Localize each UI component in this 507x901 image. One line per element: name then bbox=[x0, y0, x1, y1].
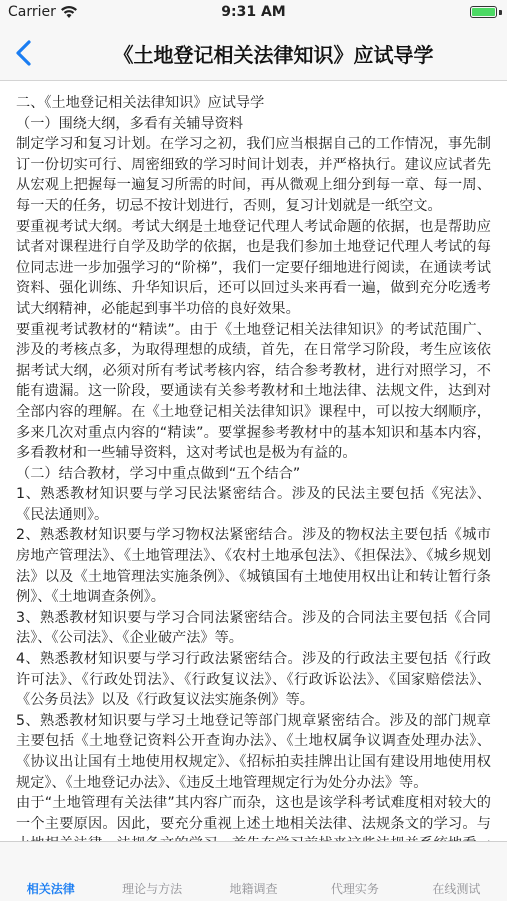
chevron-left-icon bbox=[8, 36, 42, 70]
tab-bar bbox=[0, 841, 507, 901]
battery-cap bbox=[499, 10, 502, 15]
article-content[interactable] bbox=[0, 81, 507, 841]
tab-2[interactable] bbox=[203, 842, 304, 901]
tab-label: 代理实务 bbox=[330, 882, 379, 896]
article-paragraph: 要重视考试大纲。考试大纲是土地登记代理人考试命题的依据，也是帮助应试者对课程进行自学及助学的依据，也是我们参加土地登记代理人考试的每位同志进一步加强学习的“阶梯”，我们一定要仔细地进行阅读，在通读考试资料、强化训练、升华知识后，还可以回过头来再看一遍，做到充分吃透考试大纲精神，必能起到事半功倍的良好效果。 bbox=[16, 218, 491, 317]
tab-label: 相关法律 bbox=[26, 882, 75, 896]
tab-label: 地籍调查 bbox=[229, 882, 278, 896]
tab-label: 理论与方法 bbox=[122, 882, 183, 896]
status-bar bbox=[0, 0, 507, 26]
battery-icon bbox=[470, 6, 497, 18]
tab-1[interactable] bbox=[101, 842, 202, 901]
article-text bbox=[0, 81, 507, 876]
article-paragraph: 2、熟悉教材知识要与学习物权法紧密结合。涉及的物权法主要包括《城市房地产管理法》、《土地管理法》、《农村土地承包法》、《担保法》、《城乡规划法》以及《土地管理法实施条例》、《城镇国有土地使用权出让和转让暂行条例》、《土地调查条例》。 bbox=[16, 527, 491, 606]
tab-3[interactable] bbox=[304, 842, 405, 901]
article-paragraph: 制定学习和复习计划。在学习之初，我们应当根据自己的工作情况，事先制订一份切实可行、周密细致的学习时间计划表，并严格执行。建议应试者先从宏观上把握每一遍复习所需的时间，再从微观上细分到每一章、每一周、每一天的任务，切忌不按计划进行，否则，复习计划就是一纸空文。 bbox=[16, 136, 491, 214]
tab-4[interactable] bbox=[406, 842, 507, 901]
article-paragraph: 由于“土地管理有关法律”其内容广而杂，这也是该学科考试难度相对较大的一个主要原因。因此，要充分重视上述土地相关法律、法规条文的学习。与 bbox=[16, 795, 491, 832]
article-paragraph: 5、熟悉教材知识要与学习土地登记等部门规章紧密结合。涉及的部门规章主要包括《土地登记资料公开查询办法》、《土地权属争议调查处理办法》、《协议出让国有土地使用权规定》、《招标拍卖挂牌出让国有建设用地使用权规定》、《土地登记办法》、《违反土地管理规定行为处分办法》等。 bbox=[16, 712, 491, 791]
article-paragraph: 4、熟悉教材知识要与学习行政法紧密结合。涉及的行政法主要包括《行政许可法》、《行政处罚法》、《行政复议法》、《行政诉讼法》、《国家赔偿法》、《公务员法》以及《行政复议法实施条例》等。 bbox=[16, 651, 491, 709]
battery-level bbox=[472, 8, 495, 16]
article-paragraph: 3、熟悉教材知识要与学习合同法紧密结合。涉及的合同法主要包括《合同法》、《公司法》、《企业破产法》等。 bbox=[16, 609, 491, 647]
status-time: 9:31 AM bbox=[221, 4, 286, 20]
article-paragraph: 二、《土地登记相关法律知识》应试导学 bbox=[16, 95, 265, 111]
tab-label: 在线测试 bbox=[432, 882, 481, 896]
back-button[interactable] bbox=[8, 36, 42, 70]
article-paragraph: 要重视考试教材的“精读”。由于《土地登记相关法律知识》的考试范围广、涉及的考核点多，为取得理想的成绩，首先，在日常学习阶段，考生应该依据考试大纲，必须对所有考试考核内容，结合参考教材，进行对照学习，不能有遗漏。这一阶段，要通读有关参考教材和土地法律、法规文件，达到对全部内容的理解。在《土地登记相关法律知识》课程中，可以按大纲顺序，多来几次对重点内容的“精读”。要掌握参考教材中的基本知识和基本内容，多看教材和一些辅导资料，这对考试也是极为有益的。 bbox=[16, 321, 491, 462]
carrier-label: Carrier bbox=[8, 4, 56, 20]
page-title: 《土地登记相关法律知识》应试导学 bbox=[113, 43, 434, 67]
article-paragraph: 1、熟悉教材知识要与学习民法紧密结合。涉及的民法主要包括《宪法》、《民法通则》。 bbox=[16, 486, 491, 523]
article-paragraph: （一）围绕大纲，多看有关辅导资料 bbox=[16, 115, 244, 132]
tab-0[interactable] bbox=[0, 842, 101, 901]
navigation-bar bbox=[0, 26, 507, 81]
article-paragraph: （二）结合教材，学习中重点做到“五个结合” bbox=[16, 465, 301, 482]
